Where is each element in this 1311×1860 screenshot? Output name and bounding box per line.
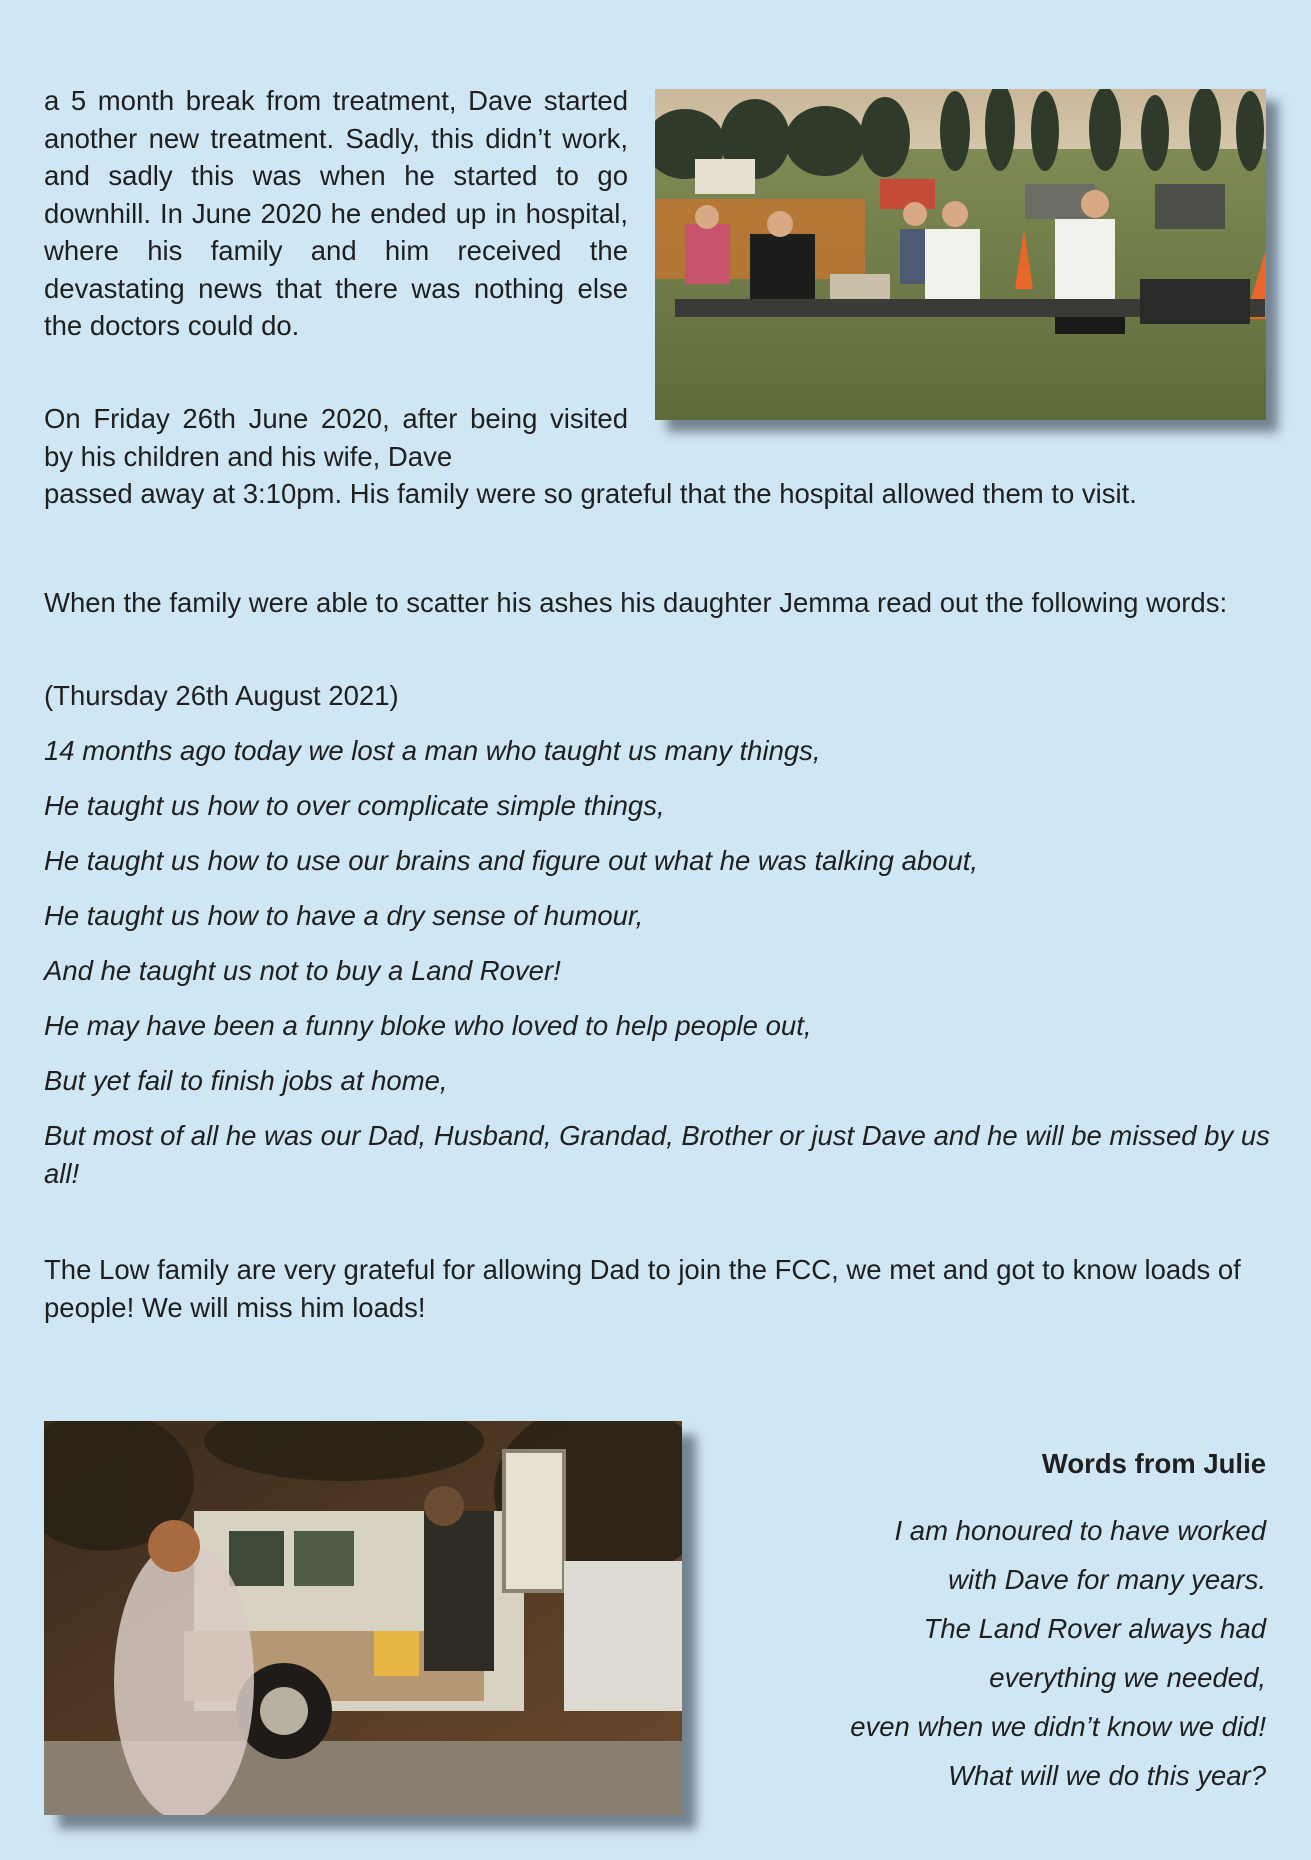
poem-line: He may have been a funny bloke who loved to help people out, bbox=[44, 1010, 812, 1041]
poem-line: He taught us how to have a dry sense of humour, bbox=[44, 900, 644, 931]
paragraph-passing-part1: On Friday 26th June 2020, after being visited by his children and his wife, Dave bbox=[44, 403, 628, 472]
poem-line: But most of all he was our Dad, Husband, Grandad, Brother or just Dave and he will be missed by us all! bbox=[44, 1120, 1270, 1189]
date-line: (Thursday 26th August 2021) bbox=[44, 680, 399, 711]
paragraph-ashes: When the family were able to scatter his ashes his daughter Jemma read out the following words: bbox=[44, 587, 1228, 618]
photo-miniature-railway-image bbox=[655, 89, 1266, 420]
julie-line: with Dave for many years. bbox=[948, 1564, 1266, 1595]
julie-line: everything we needed, bbox=[989, 1662, 1266, 1693]
paragraph-closing: The Low family are very grateful for allowing Dad to join the FCC, we met and got to know loads of people! We will miss him loads! bbox=[44, 1254, 1241, 1323]
photo-miniature-railway bbox=[655, 89, 1266, 420]
photo-land-rover-image bbox=[44, 1421, 682, 1815]
poem-line: He taught us how to over complicate simple things, bbox=[44, 790, 665, 821]
paragraph-passing-part2: passed away at 3:10pm. His family were so grateful that the hospital allowed them to visit. bbox=[44, 478, 1137, 509]
paragraph-treatment: a 5 month break from treatment, Dave started another new treatment. Sadly, this didn’t work, and sadly this was when he started to go downhill. In June 2020 he ended up in hospital, where his family and him received the devastating news that there was nothing else the doctors could do. bbox=[44, 85, 628, 341]
julie-line: What will we do this year? bbox=[948, 1760, 1266, 1791]
poem-line: 14 months ago today we lost a man who taught us many things, bbox=[44, 735, 821, 766]
photo-land-rover bbox=[44, 1421, 682, 1815]
poem-line: But yet fail to finish jobs at home, bbox=[44, 1065, 448, 1096]
julie-heading: Words from Julie bbox=[1041, 1448, 1266, 1479]
julie-line: even when we didn’t know we did! bbox=[850, 1711, 1266, 1742]
julie-line: The Land Rover always had bbox=[923, 1613, 1266, 1644]
julie-line: I am honoured to have worked bbox=[894, 1515, 1266, 1546]
poem-line: And he taught us not to buy a Land Rover! bbox=[44, 955, 561, 986]
poem-line: He taught us how to use our brains and figure out what he was talking about, bbox=[44, 845, 979, 876]
